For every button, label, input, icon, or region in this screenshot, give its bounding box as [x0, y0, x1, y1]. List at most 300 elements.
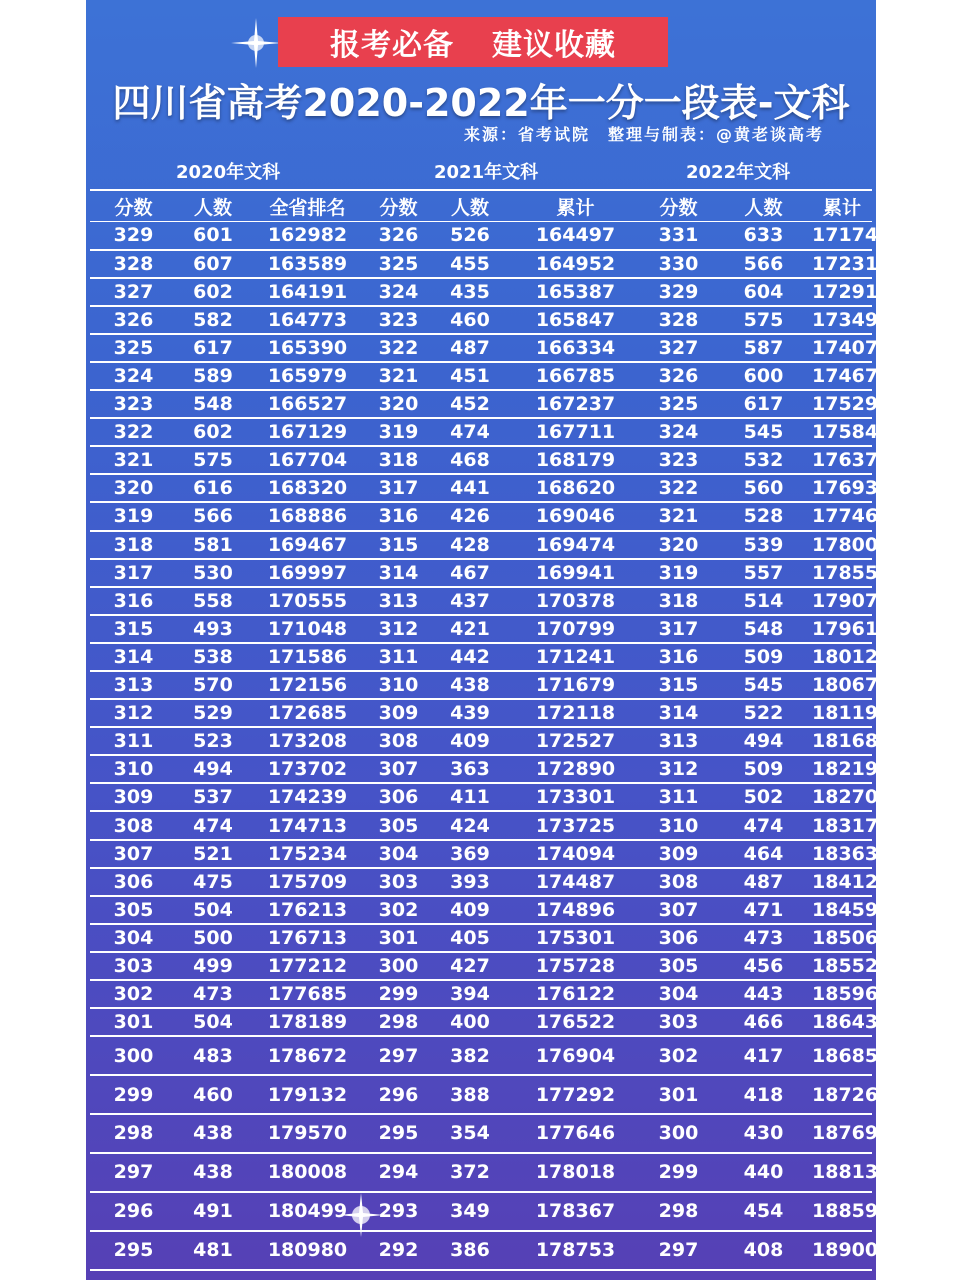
table-cell: 318	[642, 587, 715, 615]
table-row	[90, 615, 872, 643]
table-cell: 188593	[812, 1192, 872, 1231]
table-cell: 557	[715, 559, 812, 587]
table-row	[90, 559, 872, 587]
table-cell: 526	[431, 222, 509, 250]
table-cell: 320	[366, 390, 431, 418]
table-cell: 487	[715, 868, 812, 896]
table-cell: 174679	[812, 362, 872, 390]
table-cell: 165387	[509, 278, 642, 306]
table-row	[90, 840, 872, 868]
table-cell: 421	[431, 615, 509, 643]
table-cell: 327	[642, 334, 715, 362]
table-cell: 178018	[509, 1153, 642, 1192]
table-cell: 538	[177, 643, 249, 671]
table-cell: 297	[642, 1231, 715, 1270]
table-cell: 175234	[249, 840, 366, 868]
table-cell: 174896	[509, 896, 642, 924]
table-cell: 303	[642, 1008, 715, 1036]
table-cell: 633	[715, 222, 812, 250]
table-cell: 430	[715, 1114, 812, 1153]
table-cell: 311	[642, 783, 715, 811]
table-cell: 169997	[249, 559, 366, 587]
table-cell: 491	[177, 1192, 249, 1231]
table-cell: 178672	[249, 1036, 366, 1075]
table-cell: 435	[431, 278, 509, 306]
table-cell: 322	[642, 474, 715, 502]
table-cell: 439	[431, 699, 509, 727]
table-cell: 530	[177, 559, 249, 587]
table-cell: 302	[366, 896, 431, 924]
table-cell: 306	[366, 783, 431, 811]
table-cell: 324	[366, 278, 431, 306]
table-cell: 171586	[249, 643, 366, 671]
table-cell: 587	[715, 334, 812, 362]
table-cell: 529	[177, 699, 249, 727]
table-cell: 318	[366, 446, 431, 474]
table-cell: 602	[177, 418, 249, 446]
table-cell: 170555	[249, 587, 366, 615]
table-cell: 473	[715, 924, 812, 952]
table-cell: 176904	[509, 1036, 642, 1075]
table-cell: 582	[177, 306, 249, 334]
table-row	[90, 868, 872, 896]
table-cell: 312	[642, 755, 715, 783]
table-cell: 171747	[812, 222, 872, 250]
table-cell: 180008	[249, 1153, 366, 1192]
table-cell: 581	[177, 531, 249, 559]
table-cell: 394	[431, 980, 509, 1008]
table-cell: 299	[642, 1153, 715, 1192]
table-cell: 566	[177, 502, 249, 530]
table-cell: 440	[715, 1153, 812, 1192]
table-cell: 314	[642, 699, 715, 727]
table-row	[90, 390, 872, 418]
table-cell: 294	[366, 1153, 431, 1192]
table-row	[90, 587, 872, 615]
table-cell: 296	[90, 1192, 177, 1231]
table-cell: 372	[431, 1153, 509, 1192]
table-cell: 165979	[249, 362, 366, 390]
table-cell: 321	[90, 446, 177, 474]
table-cell: 162982	[249, 222, 366, 250]
table-cell: 175728	[509, 952, 642, 980]
table-cell: 169467	[249, 531, 366, 559]
table-cell: 473	[177, 980, 249, 1008]
table-cell: 602	[177, 278, 249, 306]
table-cell: 324	[642, 418, 715, 446]
table-cell: 173725	[509, 811, 642, 839]
table-cell: 308	[642, 868, 715, 896]
table-cell: 393	[431, 868, 509, 896]
table-cell: 166785	[509, 362, 642, 390]
table-cell: 521	[177, 840, 249, 868]
table-cell: 500	[177, 924, 249, 952]
table-cell: 504	[177, 1008, 249, 1036]
table-cell: 300	[90, 1036, 177, 1075]
table-cell: 405	[431, 924, 509, 952]
table-cell: 170799	[509, 615, 642, 643]
table-cell: 165390	[249, 334, 366, 362]
table-cell: 173301	[509, 783, 642, 811]
table-cell: 184125	[812, 868, 872, 896]
column-header: 累计	[509, 191, 642, 222]
table-row	[90, 250, 872, 278]
table-cell: 176122	[509, 980, 642, 1008]
table-cell: 163589	[249, 250, 366, 278]
table-cell: 604	[715, 278, 812, 306]
table-cell: 474	[715, 811, 812, 839]
table-cell: 325	[642, 390, 715, 418]
table-row	[90, 531, 872, 559]
table-cell: 311	[90, 727, 177, 755]
table-cell: 187699	[812, 1114, 872, 1153]
table-cell: 329	[642, 278, 715, 306]
table-cell: 326	[366, 222, 431, 250]
table-cell: 558	[177, 587, 249, 615]
table-cell: 302	[642, 1036, 715, 1075]
banner-right-text: 建议收藏	[492, 28, 616, 63]
table-cell: 164497	[509, 222, 642, 250]
table-cell: 322	[90, 418, 177, 446]
table-cell: 181689	[812, 727, 872, 755]
table-cell: 607	[177, 250, 249, 278]
table-body	[90, 222, 892, 1270]
table-cell: 424	[431, 811, 509, 839]
table-cell: 314	[366, 559, 431, 587]
table-cell: 188139	[812, 1153, 872, 1192]
table-cell: 177685	[249, 980, 366, 1008]
table-cell: 330	[642, 250, 715, 278]
table-cell: 427	[431, 952, 509, 980]
table-cell: 426	[431, 502, 509, 530]
table-cell: 617	[177, 334, 249, 362]
table-cell: 176213	[249, 896, 366, 924]
banner-left-text: 报考必备	[330, 28, 454, 63]
table-cell: 164952	[509, 250, 642, 278]
table-cell: 456	[715, 952, 812, 980]
table-cell: 514	[715, 587, 812, 615]
table-cell: 566	[715, 250, 812, 278]
table-cell: 307	[642, 896, 715, 924]
table-cell: 292	[366, 1231, 431, 1270]
table-cell: 301	[90, 1008, 177, 1036]
table-cell: 178189	[249, 1008, 366, 1036]
table-cell: 326	[642, 362, 715, 390]
table-cell: 179132	[249, 1075, 366, 1114]
table-row	[90, 1036, 872, 1075]
table-cell: 326	[90, 306, 177, 334]
table-cell: 313	[90, 671, 177, 699]
table-cell: 167237	[509, 390, 642, 418]
table-row	[90, 896, 872, 924]
table-cell: 438	[177, 1153, 249, 1192]
table-cell: 165847	[509, 306, 642, 334]
year-2021-label: 2021年文科	[434, 162, 539, 183]
table-cell: 180128	[812, 643, 872, 671]
table-cell: 184596	[812, 896, 872, 924]
sparkle-icon	[336, 1190, 386, 1240]
table-cell: 174487	[509, 868, 642, 896]
table-cell: 183174	[812, 811, 872, 839]
table-cell: 324	[90, 362, 177, 390]
table-cell: 442	[431, 643, 509, 671]
table-row	[90, 1153, 872, 1192]
table-cell: 313	[366, 587, 431, 615]
table-cell: 308	[90, 811, 177, 839]
table-cell: 307	[366, 755, 431, 783]
table-cell: 471	[715, 896, 812, 924]
table-cell: 182700	[812, 783, 872, 811]
table-row	[90, 755, 872, 783]
column-header: 人数	[715, 191, 812, 222]
table-cell: 315	[366, 531, 431, 559]
table-cell: 499	[177, 952, 249, 980]
table-row	[90, 699, 872, 727]
table-cell: 171048	[249, 615, 366, 643]
table-row	[90, 1231, 872, 1270]
table-cell: 305	[642, 952, 715, 980]
table-cell: 179071	[812, 587, 872, 615]
table-cell: 173492	[812, 306, 872, 334]
table-cell: 172685	[249, 699, 366, 727]
table-cell: 317	[366, 474, 431, 502]
table-cell: 316	[642, 643, 715, 671]
table-cell: 185968	[812, 980, 872, 1008]
table-cell: 167129	[249, 418, 366, 446]
table-cell: 408	[715, 1231, 812, 1270]
table-cell: 319	[642, 559, 715, 587]
table-cell: 483	[177, 1036, 249, 1075]
table-cell: 331	[642, 222, 715, 250]
table-cell: 172917	[812, 278, 872, 306]
table-cell: 295	[90, 1231, 177, 1270]
table-cell: 301	[366, 924, 431, 952]
table-row	[90, 502, 872, 530]
table-row	[90, 980, 872, 1008]
table-cell: 474	[177, 811, 249, 839]
table-row	[90, 362, 872, 390]
column-header: 人数	[431, 191, 509, 222]
table-cell: 409	[431, 727, 509, 755]
table-cell: 474	[431, 418, 509, 446]
table-cell: 545	[715, 671, 812, 699]
table-cell: 467	[431, 559, 509, 587]
table-cell: 318	[90, 531, 177, 559]
table-cell: 172156	[249, 671, 366, 699]
table-cell: 179570	[249, 1114, 366, 1153]
table-cell: 315	[90, 615, 177, 643]
table-cell: 297	[366, 1036, 431, 1075]
table-cell: 523	[177, 727, 249, 755]
table-cell: 509	[715, 755, 812, 783]
table-cell: 173208	[249, 727, 366, 755]
table-cell: 293	[366, 1192, 431, 1231]
table-cell: 438	[431, 671, 509, 699]
table-cell: 349	[431, 1192, 509, 1231]
table-cell: 616	[177, 474, 249, 502]
table-cell: 325	[366, 250, 431, 278]
table-row	[90, 1075, 872, 1114]
table-cell: 175301	[509, 924, 642, 952]
table-cell: 311	[366, 643, 431, 671]
table-cell: 175296	[812, 390, 872, 418]
table-cell: 312	[90, 699, 177, 727]
table-cell: 170378	[509, 587, 642, 615]
table-cell: 319	[366, 418, 431, 446]
table-cell: 308	[366, 727, 431, 755]
table-cell: 522	[715, 699, 812, 727]
table-row	[90, 278, 872, 306]
table-cell: 303	[90, 952, 177, 980]
table-cell: 166527	[249, 390, 366, 418]
table-cell: 178557	[812, 559, 872, 587]
table-cell: 304	[90, 924, 177, 952]
table-cell: 539	[715, 531, 812, 559]
column-header: 分数	[90, 191, 177, 222]
table-cell: 168179	[509, 446, 642, 474]
table-cell: 309	[90, 783, 177, 811]
table-cell: 185525	[812, 952, 872, 980]
table-cell: 303	[366, 868, 431, 896]
table-cell: 537	[177, 783, 249, 811]
table-cell: 299	[366, 980, 431, 1008]
table-cell: 168886	[249, 502, 366, 530]
table-cell: 468	[431, 446, 509, 474]
table-row	[90, 727, 872, 755]
table-cell: 298	[366, 1008, 431, 1036]
table-cell: 320	[90, 474, 177, 502]
table-cell: 300	[642, 1114, 715, 1153]
year-2022-label: 2022年文科	[686, 162, 791, 183]
table-row	[90, 1114, 872, 1153]
page-title: 四川省高考2020-2022年一分一段表-文科	[112, 81, 850, 125]
table-cell: 176933	[812, 474, 872, 502]
table-cell: 167704	[249, 446, 366, 474]
table-cell: 307	[90, 840, 177, 868]
table-cell: 180980	[249, 1231, 366, 1270]
table-cell: 305	[90, 896, 177, 924]
table-cell: 173702	[249, 755, 366, 783]
table-cell: 172118	[509, 699, 642, 727]
table-cell: 181195	[812, 699, 872, 727]
table-cell: 382	[431, 1036, 509, 1075]
table-cell: 560	[715, 474, 812, 502]
table-cell: 174239	[249, 783, 366, 811]
table-cell: 322	[366, 334, 431, 362]
column-header: 分数	[366, 191, 431, 222]
table-cell: 189001	[812, 1231, 872, 1270]
table-row	[90, 474, 872, 502]
table-cell: 164773	[249, 306, 366, 334]
table-cell: 454	[715, 1192, 812, 1231]
table-cell: 310	[642, 811, 715, 839]
score-table-poster	[86, 0, 892, 1280]
table-cell: 164191	[249, 278, 366, 306]
table-cell: 172313	[812, 250, 872, 278]
table-cell: 460	[431, 306, 509, 334]
table-cell: 315	[642, 671, 715, 699]
table-cell: 175841	[812, 418, 872, 446]
table-cell: 178000	[812, 531, 872, 559]
table-cell: 417	[715, 1036, 812, 1075]
table-cell: 310	[366, 671, 431, 699]
table-cell: 548	[177, 390, 249, 418]
table-cell: 464	[715, 840, 812, 868]
table-cell: 174713	[249, 811, 366, 839]
table-cell: 317	[642, 615, 715, 643]
table-cell: 186851	[812, 1036, 872, 1075]
table-cell: 171679	[509, 671, 642, 699]
table-cell: 601	[177, 222, 249, 250]
table-cell: 329	[90, 222, 177, 250]
table-cell: 532	[715, 446, 812, 474]
table-cell: 186434	[812, 1008, 872, 1036]
table-cell: 438	[177, 1114, 249, 1153]
table-cell: 183638	[812, 840, 872, 868]
table-cell: 319	[90, 502, 177, 530]
table-cell: 323	[90, 390, 177, 418]
table-cell: 171241	[509, 643, 642, 671]
table-cell: 589	[177, 362, 249, 390]
table-cell: 185069	[812, 924, 872, 952]
table-cell: 494	[715, 727, 812, 755]
table-cell: 328	[642, 306, 715, 334]
table-cell: 481	[177, 1231, 249, 1270]
table-cell: 180499	[249, 1192, 366, 1231]
table-cell: 301	[642, 1075, 715, 1114]
table-cell: 317	[90, 559, 177, 587]
table-cell: 369	[431, 840, 509, 868]
table-cell: 178367	[509, 1192, 642, 1231]
table-cell: 169046	[509, 502, 642, 530]
table-cell: 320	[642, 531, 715, 559]
table-cell: 168320	[249, 474, 366, 502]
table-cell: 323	[366, 306, 431, 334]
table-cell: 295	[366, 1114, 431, 1153]
table-cell: 182198	[812, 755, 872, 783]
table-cell: 409	[431, 896, 509, 924]
table-cell: 313	[642, 727, 715, 755]
column-header: 全省排名	[249, 191, 366, 222]
table-header-row	[90, 191, 872, 222]
table-cell: 304	[366, 840, 431, 868]
table-cell: 176522	[509, 1008, 642, 1036]
table-cell: 168620	[509, 474, 642, 502]
table-cell: 502	[715, 783, 812, 811]
table-cell: 327	[90, 278, 177, 306]
table-cell: 310	[90, 755, 177, 783]
table-cell: 388	[431, 1075, 509, 1114]
table-cell: 575	[177, 446, 249, 474]
table-cell: 600	[715, 362, 812, 390]
table-cell: 174079	[812, 334, 872, 362]
table-cell: 363	[431, 755, 509, 783]
table-cell: 305	[366, 811, 431, 839]
table-row	[90, 783, 872, 811]
table-cell: 304	[642, 980, 715, 1008]
table-cell: 452	[431, 390, 509, 418]
table-cell: 174094	[509, 840, 642, 868]
table-cell: 354	[431, 1114, 509, 1153]
table-cell: 309	[366, 699, 431, 727]
table-row	[90, 1008, 872, 1036]
table-cell: 504	[177, 896, 249, 924]
table-cell: 321	[366, 362, 431, 390]
column-header: 分数	[642, 191, 715, 222]
table-row	[90, 671, 872, 699]
table-cell: 172527	[509, 727, 642, 755]
table-cell: 548	[715, 615, 812, 643]
